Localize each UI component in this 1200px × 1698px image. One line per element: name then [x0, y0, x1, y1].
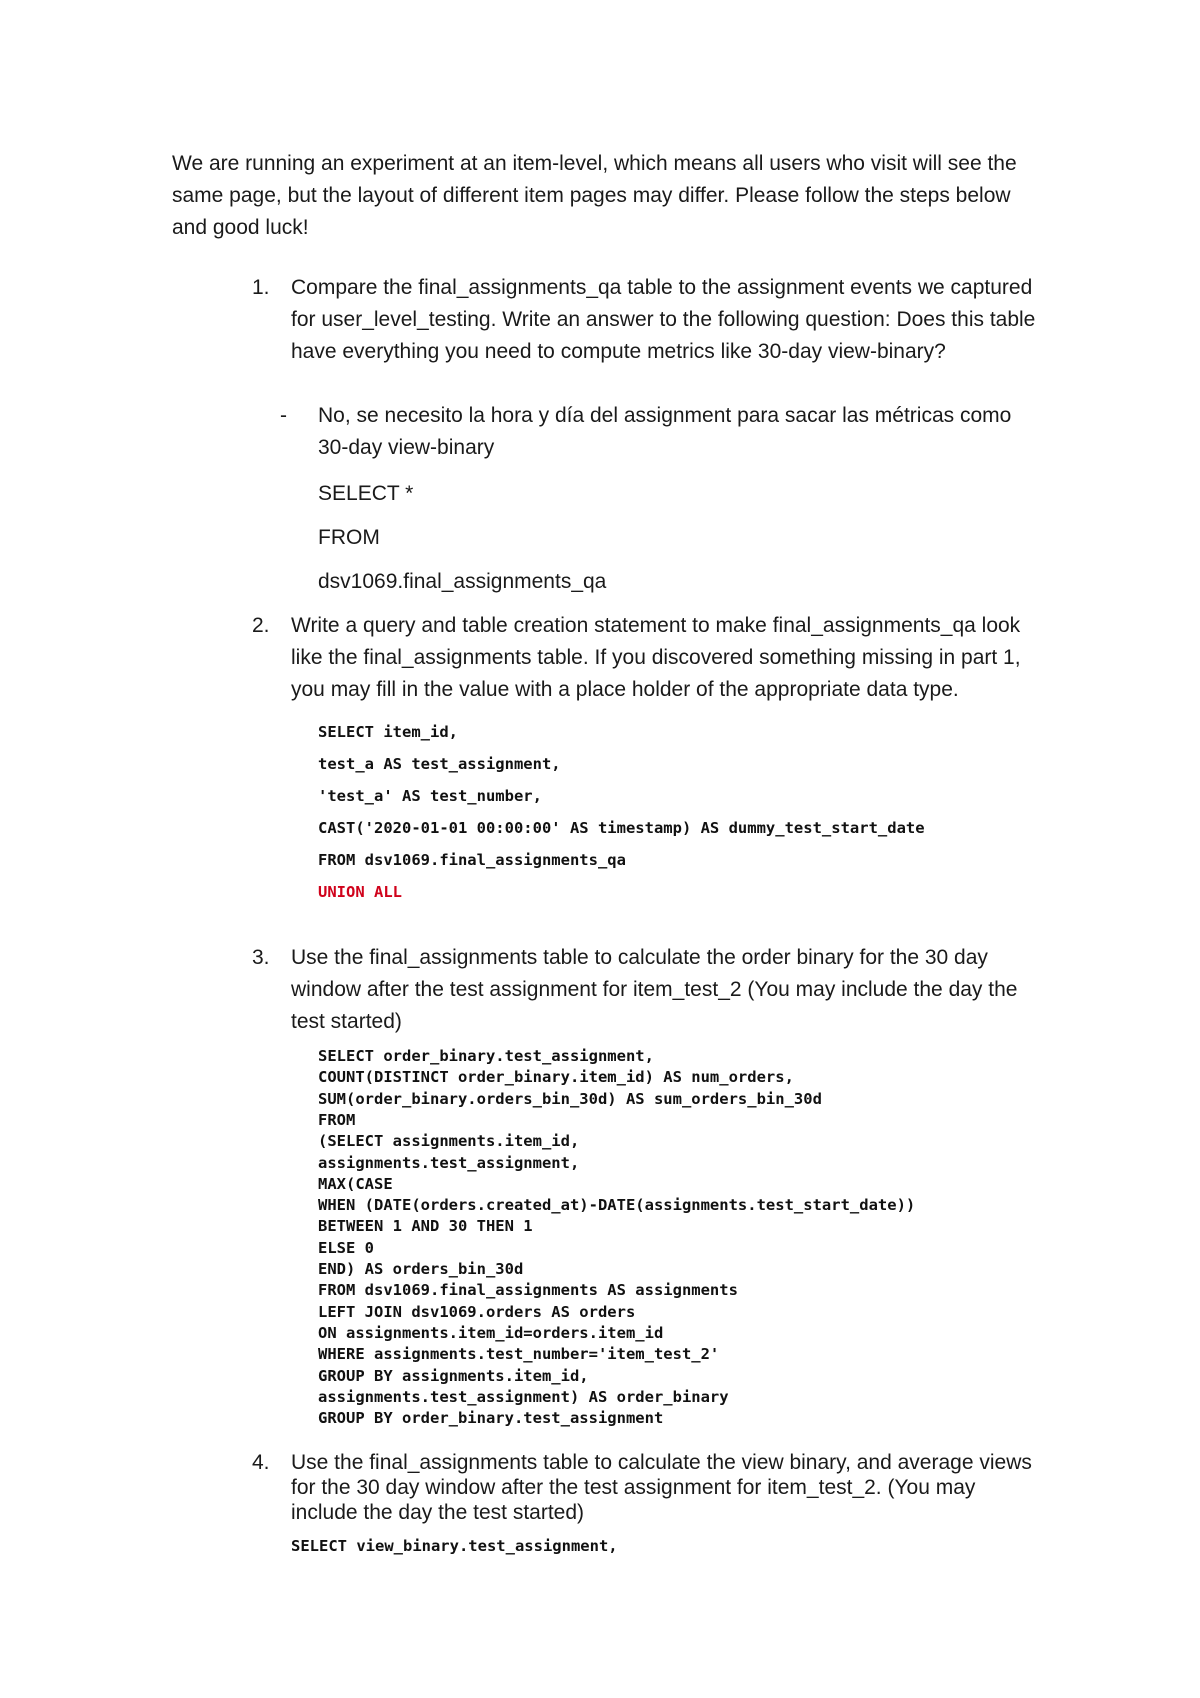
code-line: GROUP BY assignments.item_id,: [318, 1366, 589, 1385]
code-line: LEFT JOIN dsv1069.orders AS orders: [318, 1302, 636, 1321]
code-line: FROM: [318, 1110, 356, 1129]
question-3-text: Use the final_assignments table to calculate the order binary for the 30 day window after the test assignment for item_test_2 (You may include the day the test started): [291, 946, 1018, 1033]
question-1-text: Compare the final_assignments_qa table to the assignment events we captured for user_level_testing. Write an answer to the following question: Does this table have everything you need to compute metrics like 30-day view-binary?: [291, 276, 1036, 363]
code-line: WHERE assignments.test_number='item_test_2': [318, 1345, 720, 1364]
code-line: SELECT order_binary.test_assignment,: [318, 1047, 654, 1065]
code-line: BETWEEN 1 AND 30 THEN 1: [318, 1217, 533, 1236]
code-line: SELECT view_binary.test_assignment,: [291, 1537, 618, 1555]
answer-bullet: -: [280, 404, 287, 427]
code-line: CAST('2020-01-01 00:00:00' AS timestamp) AS dummy_test_start_date: [318, 819, 925, 837]
code-line: SELECT item_id,: [318, 723, 458, 741]
code-line: ON assignments.item_id=orders.item_id: [318, 1323, 664, 1342]
code-line: assignments.test_assignment,: [318, 1153, 580, 1172]
sql-line: dsv1069.final_assignments_qa: [318, 570, 607, 593]
code-line: FROM dsv1069.final_assignments AS assignments: [318, 1281, 738, 1300]
code-line: MAX(CASE: [318, 1174, 393, 1193]
question-1-answer: No, se necesito la hora y día del assignment para sacar las métricas como 30-day view-binary: [318, 404, 1012, 459]
code-line: (SELECT assignments.item_id,: [318, 1132, 580, 1151]
code-line-union-all: UNION ALL: [318, 883, 402, 901]
code-line: FROM dsv1069.final_assignments_qa: [318, 851, 626, 869]
code-line: SUM(order_binary.orders_bin_30d) AS sum_orders_bin_30d: [318, 1089, 822, 1108]
question-number: 2.: [252, 614, 270, 637]
code-line: END) AS orders_bin_30d: [318, 1260, 524, 1278]
intro-paragraph: We are running an experiment at an item-level, which means all users who visit will see the same page, but the layout of different item pages may differ. Please follow the steps below and good luck!: [172, 152, 1017, 239]
sql-line: FROM: [318, 526, 380, 549]
sql-line: SELECT *: [318, 482, 414, 505]
code-line: GROUP BY order_binary.test_assignment: [318, 1409, 664, 1428]
code-line: COUNT(DISTINCT order_binary.item_id) AS num_orders,: [318, 1068, 794, 1087]
question-number: 4.: [252, 1451, 270, 1474]
question-number: 1.: [252, 276, 270, 299]
code-line: ELSE 0: [318, 1238, 374, 1257]
code-line: test_a AS test_assignment,: [318, 755, 561, 773]
question-4-text: Use the final_assignments table to calculate the view binary, and average views for the 30 day window after the test assignment for item_test_2. (You may include the day the test started): [291, 1451, 1032, 1524]
code-line: WHEN (DATE(orders.created_at)-DATE(assignments.test_start_date)): [318, 1196, 916, 1215]
code-line: 'test_a' AS test_number,: [318, 787, 542, 805]
code-line: assignments.test_assignment) AS order_binary: [318, 1387, 729, 1406]
question-number: 3.: [252, 946, 270, 969]
question-2-text: Write a query and table creation statement to make final_assignments_qa look like the final_assignments table. If you discovered something missing in part 1, you may fill in the value with a place holder of the appropriate data type.: [291, 614, 1021, 701]
